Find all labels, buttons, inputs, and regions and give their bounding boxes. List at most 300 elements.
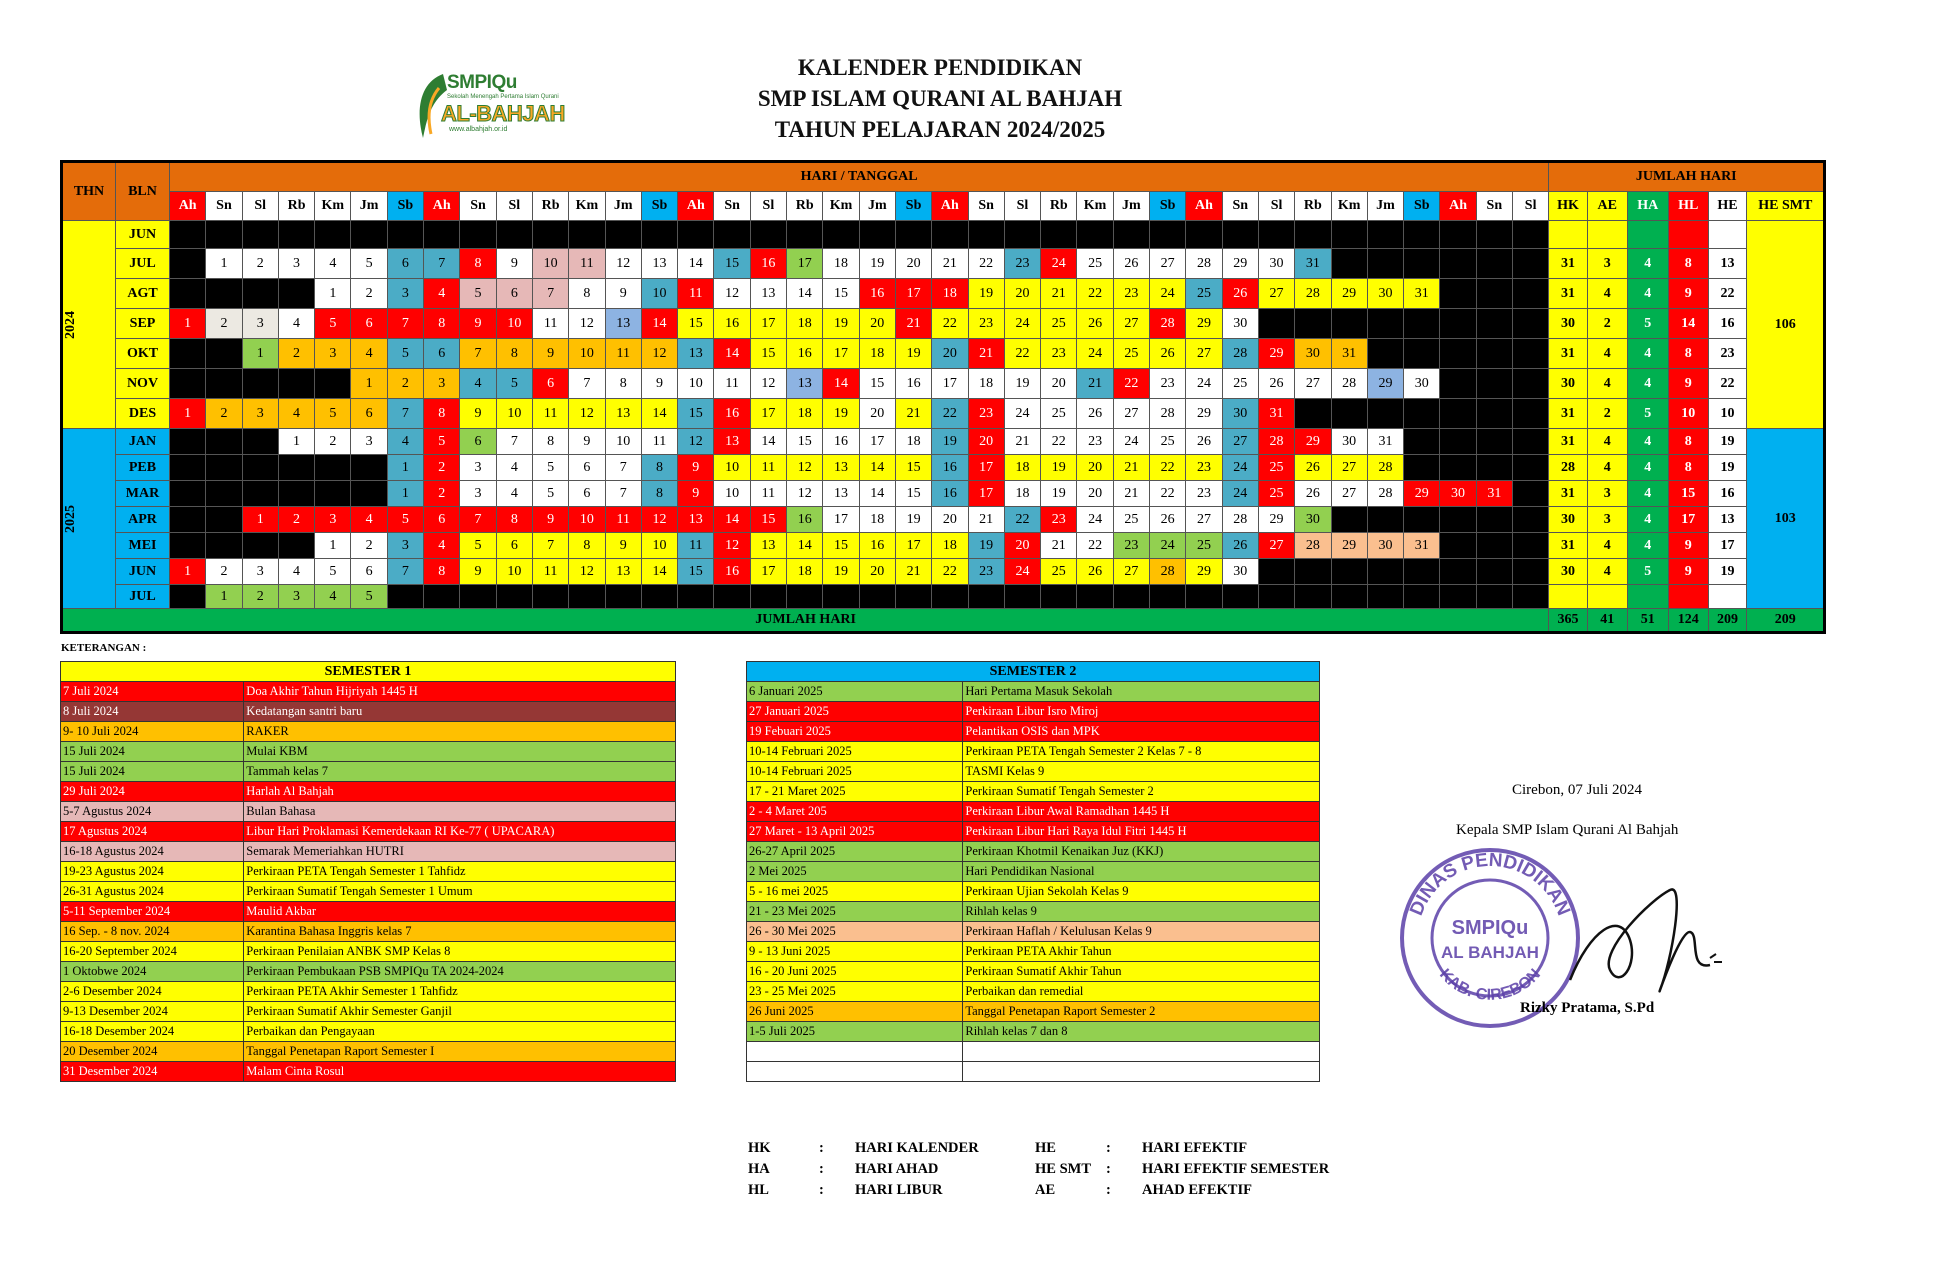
empty-cell	[424, 585, 460, 609]
date-cell: 31	[1258, 399, 1294, 429]
empty-cell	[1367, 585, 1403, 609]
date-cell: 16	[787, 339, 823, 369]
date-cell: 20	[859, 399, 895, 429]
date-cell: 27	[1113, 559, 1149, 585]
date-cell: 16	[714, 559, 750, 585]
empty-cell	[932, 585, 968, 609]
day-header: Sn	[714, 192, 750, 221]
sum-cell: 9	[1668, 279, 1708, 309]
empty-cell	[170, 279, 206, 309]
date-cell: 12	[641, 339, 677, 369]
sum-cell: 31	[1549, 533, 1588, 559]
col-thn: THN	[62, 162, 116, 221]
date-cell: 27	[1222, 429, 1258, 455]
date-cell: 11	[678, 533, 714, 559]
empty-cell	[605, 585, 641, 609]
empty-cell	[1367, 309, 1403, 339]
empty-cell	[242, 221, 278, 249]
event-desc: Perkiraan Khotmil Kenaikan Juz (KKJ)	[963, 842, 1320, 862]
total-cell: 209	[1708, 609, 1747, 633]
month-row	[62, 221, 1825, 249]
empty-cell	[170, 221, 206, 249]
empty-cell	[278, 279, 314, 309]
empty-cell	[1404, 507, 1440, 533]
date-cell: 20	[1004, 533, 1040, 559]
date-cell: 14	[641, 309, 677, 339]
empty-cell	[278, 481, 314, 507]
event-desc: Perkiraan Libur Isro Miroj	[963, 702, 1320, 722]
event-row	[61, 822, 676, 842]
date-cell: 31	[1404, 533, 1440, 559]
empty-cell	[1041, 221, 1077, 249]
date-cell: 9	[569, 429, 605, 455]
event-desc: Perkiraan PETA Tengah Semester 1 Tahfidz	[244, 862, 676, 882]
date-cell: 29	[1186, 309, 1222, 339]
empty-cell	[1476, 399, 1512, 429]
event-desc: RAKER	[244, 722, 676, 742]
empty-cell	[714, 221, 750, 249]
total-cell: 124	[1668, 609, 1708, 633]
event-row	[61, 802, 676, 822]
sum-cell: 3	[1587, 249, 1627, 279]
date-cell: 12	[787, 455, 823, 481]
sum-cell: 5	[1627, 309, 1668, 339]
date-cell: 22	[1041, 429, 1077, 455]
empty-cell	[1404, 429, 1440, 455]
event-row	[747, 782, 1320, 802]
month-row	[62, 249, 1825, 279]
empty-cell	[1440, 559, 1476, 585]
date-cell: 12	[750, 369, 786, 399]
day-header: Sl	[750, 192, 786, 221]
empty-cell	[387, 221, 423, 249]
event-date: 10-14 Februari 2025	[747, 742, 963, 762]
sum-cell: 4	[1627, 249, 1668, 279]
sum-cell	[1627, 585, 1668, 609]
date-cell: 29	[1367, 369, 1403, 399]
legend-key: HL	[748, 1182, 769, 1198]
sum-cell: 5	[1627, 559, 1668, 585]
empty-cell	[278, 455, 314, 481]
date-cell: 6	[496, 279, 532, 309]
month-row	[62, 369, 1825, 399]
date-cell: 11	[714, 369, 750, 399]
sum-cell: 16	[1708, 481, 1747, 507]
date-cell: 4	[278, 399, 314, 429]
empty-cell	[278, 533, 314, 559]
event-row	[747, 982, 1320, 1002]
empty-cell	[206, 533, 242, 559]
sum-cell: 4	[1587, 279, 1627, 309]
stamp-top-text: DINAS PENDIDIKAN	[1406, 849, 1574, 919]
date-cell: 31	[1331, 339, 1367, 369]
sum-cell: 30	[1549, 507, 1588, 533]
sum-cell: 30	[1549, 309, 1588, 339]
date-cell: 28	[1150, 309, 1186, 339]
date-cell: 12	[787, 481, 823, 507]
date-cell: 7	[496, 429, 532, 455]
date-cell: 7	[605, 481, 641, 507]
year-cell-2024	[62, 221, 116, 429]
empty-cell	[1476, 339, 1512, 369]
date-cell: 5	[315, 399, 351, 429]
date-cell: 1	[242, 507, 278, 533]
date-cell: 6	[351, 559, 387, 585]
day-header: Jm	[351, 192, 387, 221]
date-cell: 3	[315, 339, 351, 369]
date-cell: 7	[460, 507, 496, 533]
date-cell: 13	[678, 507, 714, 533]
date-cell: 23	[1077, 429, 1113, 455]
date-cell: 3	[387, 533, 423, 559]
day-header: Ah	[1186, 192, 1222, 221]
date-cell: 4	[424, 533, 460, 559]
empty-cell	[1440, 279, 1476, 309]
empty-cell	[1476, 559, 1512, 585]
event-desc: Perkiraan Libur Hari Raya Idul Fitri 1445 H	[963, 822, 1320, 842]
date-cell: 11	[532, 399, 568, 429]
event-date: 1 Oktobwe 2024	[61, 962, 244, 982]
date-cell: 6	[387, 249, 423, 279]
event-row	[61, 862, 676, 882]
empty-cell	[278, 221, 314, 249]
event-date: 1-5 Juli 2025	[747, 1022, 963, 1042]
date-cell: 23	[968, 309, 1004, 339]
day-header: Sb	[641, 192, 677, 221]
total-label: JUMLAH HARI	[62, 609, 1549, 633]
sum-cell: 31	[1549, 481, 1588, 507]
date-cell: 1	[206, 249, 242, 279]
date-cell: 30	[1222, 559, 1258, 585]
date-cell: 16	[750, 249, 786, 279]
date-cell: 10	[678, 369, 714, 399]
empty-cell	[1367, 507, 1403, 533]
date-cell: 18	[932, 533, 968, 559]
event-date: 26-27 April 2025	[747, 842, 963, 862]
date-cell: 4	[315, 585, 351, 609]
date-cell: 20	[859, 559, 895, 585]
empty-cell	[678, 585, 714, 609]
event-date: 26-31 Agustus 2024	[61, 882, 244, 902]
event-row	[747, 942, 1320, 962]
empty-cell	[1404, 455, 1440, 481]
sum-cell: 16	[1708, 309, 1747, 339]
date-cell: 22	[968, 249, 1004, 279]
date-cell: 9	[678, 481, 714, 507]
sum-cell: 8	[1668, 249, 1708, 279]
day-header: Sn	[968, 192, 1004, 221]
day-header: Jm	[605, 192, 641, 221]
event-date: 16-18 Agustus 2024	[61, 842, 244, 862]
sum-cell: 4	[1627, 339, 1668, 369]
empty-cell	[1512, 429, 1548, 455]
event-desc: Harlah Al Bahjah	[244, 782, 676, 802]
date-cell: 23	[1186, 481, 1222, 507]
date-cell: 19	[823, 309, 859, 339]
empty-cell	[1512, 369, 1548, 399]
total-cell: 41	[1587, 609, 1627, 633]
date-cell: 3	[387, 279, 423, 309]
sum-header: HK	[1549, 192, 1588, 221]
empty-cell	[1512, 533, 1548, 559]
date-cell: 18	[859, 339, 895, 369]
sum-cell: 22	[1708, 369, 1747, 399]
empty-cell	[1222, 221, 1258, 249]
date-cell: 5	[532, 455, 568, 481]
year-cell-2025	[62, 429, 116, 609]
empty-cell	[1404, 585, 1440, 609]
month-row	[62, 585, 1825, 609]
date-cell: 8	[424, 559, 460, 585]
date-cell: 11	[750, 481, 786, 507]
day-header: Sl	[1004, 192, 1040, 221]
date-cell: 25	[1186, 533, 1222, 559]
date-cell: 17	[859, 429, 895, 455]
date-cell: 23	[968, 559, 1004, 585]
day-header: Km	[1077, 192, 1113, 221]
date-cell: 5	[351, 585, 387, 609]
date-cell: 30	[1258, 249, 1294, 279]
date-cell: 3	[315, 507, 351, 533]
date-cell: 11	[569, 249, 605, 279]
event-date	[747, 1062, 963, 1082]
date-cell: 21	[968, 339, 1004, 369]
event-row	[747, 802, 1320, 822]
date-cell: 24	[1077, 507, 1113, 533]
date-cell: 15	[895, 455, 931, 481]
date-cell: 13	[823, 455, 859, 481]
date-cell: 4	[315, 249, 351, 279]
empty-cell	[569, 221, 605, 249]
event-date: 10-14 Februari 2025	[747, 762, 963, 782]
date-cell: 10	[496, 559, 532, 585]
date-cell: 2	[278, 339, 314, 369]
date-cell: 21	[1113, 455, 1149, 481]
date-cell: 9	[605, 279, 641, 309]
month-name: MEI	[116, 533, 170, 559]
empty-cell	[1512, 399, 1548, 429]
date-cell: 17	[750, 309, 786, 339]
svg-text:KAB. CIREBON	[1436, 966, 1544, 1004]
empty-cell	[1186, 221, 1222, 249]
total-cell: 51	[1627, 609, 1668, 633]
date-cell: 22	[932, 559, 968, 585]
event-date: 26 Juni 2025	[747, 1002, 963, 1022]
event-date: 16 - 20 Juni 2025	[747, 962, 963, 982]
date-cell: 21	[1077, 369, 1113, 399]
empty-cell	[1404, 559, 1440, 585]
date-cell: 10	[569, 507, 605, 533]
event-row	[747, 862, 1320, 882]
empty-cell	[1440, 429, 1476, 455]
date-cell: 22	[1077, 533, 1113, 559]
date-cell: 28	[1295, 279, 1331, 309]
date-cell: 13	[605, 309, 641, 339]
day-header: Sl	[1258, 192, 1294, 221]
day-header: Sn	[1222, 192, 1258, 221]
event-date: 16-20 September 2024	[61, 942, 244, 962]
empty-cell	[823, 585, 859, 609]
date-cell: 14	[823, 369, 859, 399]
empty-cell	[1404, 339, 1440, 369]
empty-cell	[351, 481, 387, 507]
event-date: 17 Agustus 2024	[61, 822, 244, 842]
empty-cell	[1150, 221, 1186, 249]
date-cell: 20	[859, 309, 895, 339]
date-cell: 5	[496, 369, 532, 399]
event-desc: Pelantikan OSIS dan MPK	[963, 722, 1320, 742]
date-cell: 17	[787, 249, 823, 279]
empty-cell	[1440, 221, 1476, 249]
empty-cell	[1476, 507, 1512, 533]
date-cell: 27	[1186, 507, 1222, 533]
date-cell: 8	[460, 249, 496, 279]
legend-key: HA	[748, 1161, 770, 1177]
empty-cell	[206, 481, 242, 507]
sum-cell: 28	[1549, 455, 1588, 481]
date-cell: 5	[387, 507, 423, 533]
event-desc: Perkiraan Libur Awal Ramadhan 1445 H	[963, 802, 1320, 822]
date-cell: 28	[1150, 399, 1186, 429]
day-header: Sb	[895, 192, 931, 221]
date-cell: 18	[1004, 455, 1040, 481]
date-cell: 31	[1476, 481, 1512, 507]
date-cell: 15	[678, 559, 714, 585]
empty-cell	[242, 369, 278, 399]
empty-cell	[315, 455, 351, 481]
date-cell: 15	[787, 429, 823, 455]
event-desc: Hari Pendidikan Nasional	[963, 862, 1320, 882]
date-cell: 15	[714, 249, 750, 279]
empty-cell	[1367, 559, 1403, 585]
date-cell: 14	[678, 249, 714, 279]
event-date: 7 Juli 2024	[61, 682, 244, 702]
legend-sep: :	[819, 1182, 824, 1198]
date-cell: 12	[714, 279, 750, 309]
date-cell: 4	[351, 339, 387, 369]
date-cell: 6	[569, 481, 605, 507]
date-cell: 28	[1295, 533, 1331, 559]
event-date: 9- 10 Juli 2024	[61, 722, 244, 742]
empty-cell	[1404, 221, 1440, 249]
date-cell: 19	[968, 279, 1004, 309]
date-cell: 29	[1331, 279, 1367, 309]
empty-cell	[206, 221, 242, 249]
date-cell: 23	[1041, 339, 1077, 369]
date-cell: 27	[1331, 481, 1367, 507]
event-row	[61, 1022, 676, 1042]
sum-cell: 22	[1708, 279, 1747, 309]
date-cell: 17	[823, 339, 859, 369]
date-cell: 25	[1041, 559, 1077, 585]
date-cell: 5	[315, 559, 351, 585]
empty-cell	[787, 585, 823, 609]
date-cell: 30	[1295, 507, 1331, 533]
date-cell: 22	[1150, 481, 1186, 507]
event-row	[747, 682, 1320, 702]
stamp-center-text-2: AL BAHJAH	[1441, 943, 1539, 962]
empty-cell	[1476, 533, 1512, 559]
empty-cell	[242, 279, 278, 309]
sum-cell: 31	[1549, 399, 1588, 429]
day-header: Ah	[170, 192, 206, 221]
date-cell: 28	[1222, 507, 1258, 533]
date-cell: 31	[1404, 279, 1440, 309]
date-cell: 11	[532, 309, 568, 339]
date-cell: 31	[1367, 429, 1403, 455]
day-header: Sb	[387, 192, 423, 221]
empty-cell	[206, 279, 242, 309]
event-row	[61, 782, 676, 802]
empty-cell	[1440, 369, 1476, 399]
empty-cell	[1476, 369, 1512, 399]
date-cell: 8	[569, 533, 605, 559]
date-cell: 9	[496, 249, 532, 279]
month-row	[62, 279, 1825, 309]
day-header: Jm	[1367, 192, 1403, 221]
sum-cell: 15	[1668, 481, 1708, 507]
date-cell: 10	[714, 455, 750, 481]
event-row	[61, 702, 676, 722]
event-row	[61, 902, 676, 922]
date-cell: 15	[859, 369, 895, 399]
date-cell: 3	[278, 585, 314, 609]
sum-cell: 31	[1549, 279, 1588, 309]
date-cell: 23	[1041, 507, 1077, 533]
empty-cell	[1331, 559, 1367, 585]
date-cell: 5	[460, 279, 496, 309]
date-cell: 11	[641, 429, 677, 455]
empty-cell	[170, 533, 206, 559]
date-cell: 12	[605, 249, 641, 279]
day-header: Ah	[1440, 192, 1476, 221]
semester2-table	[746, 661, 1320, 1082]
date-cell: 24	[1113, 429, 1149, 455]
date-cell: 23	[1004, 249, 1040, 279]
date-cell: 23	[1113, 279, 1149, 309]
date-cell: 2	[206, 309, 242, 339]
date-cell: 6	[351, 309, 387, 339]
month-row	[62, 309, 1825, 339]
date-cell: 14	[787, 279, 823, 309]
date-cell: 1	[387, 455, 423, 481]
empty-cell	[1404, 309, 1440, 339]
event-desc: Libur Hari Proklamasi Kemerdekaan RI Ke-77 ( UPACARA)	[244, 822, 676, 842]
event-date: 20 Desember 2024	[61, 1042, 244, 1062]
date-cell: 28	[1367, 455, 1403, 481]
date-cell: 31	[1295, 249, 1331, 279]
date-cell: 1	[315, 279, 351, 309]
date-cell: 6	[460, 429, 496, 455]
empty-cell	[1113, 221, 1149, 249]
empty-cell	[1004, 585, 1040, 609]
sum-cell: 4	[1627, 507, 1668, 533]
empty-cell	[532, 221, 568, 249]
empty-cell	[1367, 399, 1403, 429]
sum-cell	[1708, 585, 1747, 609]
semester-title: SEMESTER 2	[747, 662, 1320, 682]
empty-cell	[1331, 585, 1367, 609]
empty-cell	[1476, 309, 1512, 339]
legend-value: HARI KALENDER	[855, 1140, 979, 1156]
empty-cell	[1512, 279, 1548, 309]
date-cell: 15	[750, 339, 786, 369]
month-name: PEB	[116, 455, 170, 481]
date-cell: 25	[1186, 279, 1222, 309]
date-cell: 6	[351, 399, 387, 429]
date-cell: 14	[714, 339, 750, 369]
empty-cell	[1077, 221, 1113, 249]
